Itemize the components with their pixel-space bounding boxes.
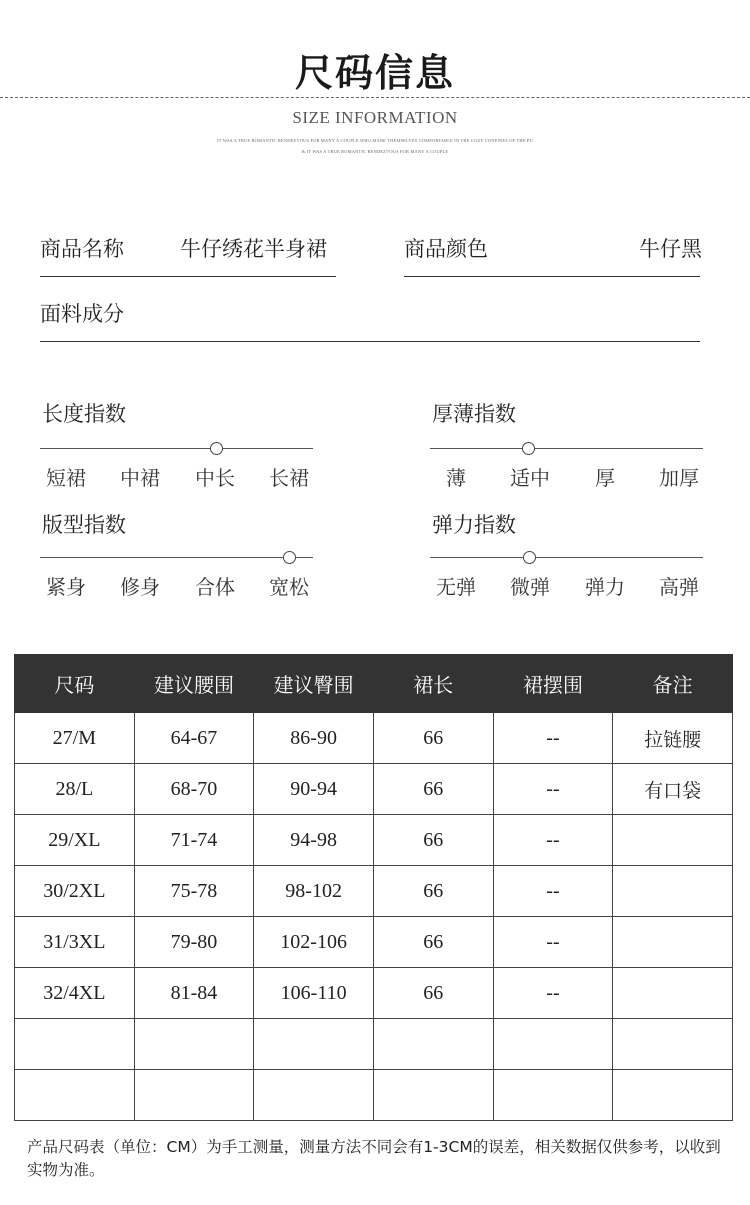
table-row	[15, 968, 733, 1019]
fit-option-tight: 紧身	[46, 575, 86, 599]
decorative-text-line-2: & IT WAS A TRUE ROMANTIC RENDEZVOUS FOR MANY A COUPLE	[301, 149, 449, 154]
table-row	[15, 713, 733, 764]
product-name-value: 牛仔绣花半身裙	[180, 237, 327, 261]
cell-hem: --	[493, 968, 613, 1019]
page-title: 尺码信息	[294, 50, 455, 95]
cell-empty	[254, 1019, 374, 1070]
cell-hem: --	[493, 917, 613, 968]
cell-empty	[254, 1070, 374, 1121]
fit-option-regular: 合体	[195, 575, 235, 599]
table-row-empty	[15, 1070, 733, 1121]
cell-empty	[373, 1070, 493, 1121]
header-hip: 建议臀围	[254, 655, 374, 713]
cell-hem: --	[493, 815, 613, 866]
fit-index-knob	[283, 551, 296, 564]
fabric-underline	[40, 341, 700, 342]
cell-size: 28/L	[15, 764, 135, 815]
header-size: 尺码	[15, 655, 135, 713]
cell-empty	[134, 1070, 254, 1121]
table-row	[15, 764, 733, 815]
decorative-text-line-1: IT WAS A TRUE ROMANTIC RENDEZVOUS FOR MANY A COUPLE WHO MADE THEMSELVES COMFORTABLE IN THE COZY CONFINES OF THE PU	[217, 138, 533, 143]
cell-hip: 106-110	[254, 968, 374, 1019]
length-index-title: 长度指数	[42, 402, 126, 426]
cell-empty	[493, 1070, 613, 1121]
cell-waist: 79-80	[134, 917, 254, 968]
size-table	[14, 654, 733, 1121]
cell-empty	[373, 1019, 493, 1070]
fit-index-title: 版型指数	[42, 513, 126, 537]
fit-option-loose: 宽松	[269, 575, 309, 599]
header-hem: 裙摆围	[493, 655, 613, 713]
cell-empty	[613, 1019, 733, 1070]
cell-size: 30/2XL	[15, 866, 135, 917]
cell-hip: 98-102	[254, 866, 374, 917]
cell-hem: --	[493, 764, 613, 815]
elasticity-option-stretch: 弹力	[585, 575, 625, 599]
cell-length: 66	[373, 764, 493, 815]
cell-hip: 86-90	[254, 713, 374, 764]
header-notes: 备注	[613, 655, 733, 713]
cell-empty	[493, 1019, 613, 1070]
cell-notes: 拉链腰	[613, 713, 733, 764]
fit-index-track	[40, 557, 313, 558]
cell-hip: 102-106	[254, 917, 374, 968]
cell-waist: 71-74	[134, 815, 254, 866]
measurement-footnote: 产品尺码表（单位：CM）为手工测量，测量方法不同会有1-3CM的误差，相关数据仅供参考，以收到实物为准。	[27, 1138, 721, 1179]
thickness-index-knob	[522, 442, 535, 455]
fit-option-slim: 修身	[120, 575, 160, 599]
fabric-label: 面料成分	[40, 302, 124, 326]
cell-hem: --	[493, 866, 613, 917]
cell-notes: 有口袋	[613, 764, 733, 815]
cell-waist: 64-67	[134, 713, 254, 764]
thickness-option-extra-thick: 加厚	[659, 466, 699, 490]
header-skirt-length: 裙长	[373, 655, 493, 713]
cell-size: 32/4XL	[15, 968, 135, 1019]
table-header-row	[15, 655, 733, 713]
length-option-mid: 中裙	[120, 466, 160, 490]
cell-empty	[134, 1019, 254, 1070]
thickness-option-medium: 适中	[510, 466, 550, 490]
thickness-index-title: 厚薄指数	[432, 402, 516, 426]
table-row	[15, 917, 733, 968]
elasticity-option-high: 高弹	[659, 575, 699, 599]
page-subtitle: SIZE INFORMATION	[292, 108, 458, 127]
cell-length: 66	[373, 713, 493, 764]
cell-size: 31/3XL	[15, 917, 135, 968]
product-name-underline	[40, 276, 336, 277]
elasticity-option-slight: 微弹	[510, 575, 550, 599]
elasticity-index-track	[430, 557, 703, 558]
cell-size: 27/M	[15, 713, 135, 764]
length-option-short: 短裙	[46, 466, 86, 490]
cell-notes	[613, 815, 733, 866]
cell-length: 66	[373, 968, 493, 1019]
cell-hip: 94-98	[254, 815, 374, 866]
elasticity-index-title: 弹力指数	[432, 513, 516, 537]
thickness-option-thin: 薄	[446, 466, 466, 490]
cell-empty	[15, 1019, 135, 1070]
dashed-divider	[0, 97, 750, 98]
cell-waist: 75-78	[134, 866, 254, 917]
product-color-underline	[404, 276, 700, 277]
table-row-empty	[15, 1019, 733, 1070]
elasticity-option-none: 无弹	[436, 575, 476, 599]
cell-empty	[15, 1070, 135, 1121]
table-row	[15, 866, 733, 917]
product-color-label: 商品颜色	[404, 237, 488, 261]
thickness-index-track	[430, 448, 703, 449]
elasticity-index-knob	[523, 551, 536, 564]
product-name-label: 商品名称	[40, 237, 124, 261]
table-row	[15, 815, 733, 866]
cell-hem: --	[493, 713, 613, 764]
cell-length: 66	[373, 917, 493, 968]
length-option-long: 长裙	[269, 466, 309, 490]
length-index-knob	[210, 442, 223, 455]
length-index-track	[40, 448, 313, 449]
cell-size: 29/XL	[15, 815, 135, 866]
product-color-value: 牛仔黑	[639, 237, 702, 261]
length-option-mid-long: 中长	[195, 466, 235, 490]
cell-notes	[613, 968, 733, 1019]
cell-notes	[613, 866, 733, 917]
cell-notes	[613, 917, 733, 968]
cell-length: 66	[373, 866, 493, 917]
header-waist: 建议腰围	[134, 655, 254, 713]
cell-empty	[613, 1070, 733, 1121]
cell-hip: 90-94	[254, 764, 374, 815]
cell-length: 66	[373, 815, 493, 866]
cell-waist: 81-84	[134, 968, 254, 1019]
cell-waist: 68-70	[134, 764, 254, 815]
thickness-option-thick: 厚	[595, 466, 615, 490]
